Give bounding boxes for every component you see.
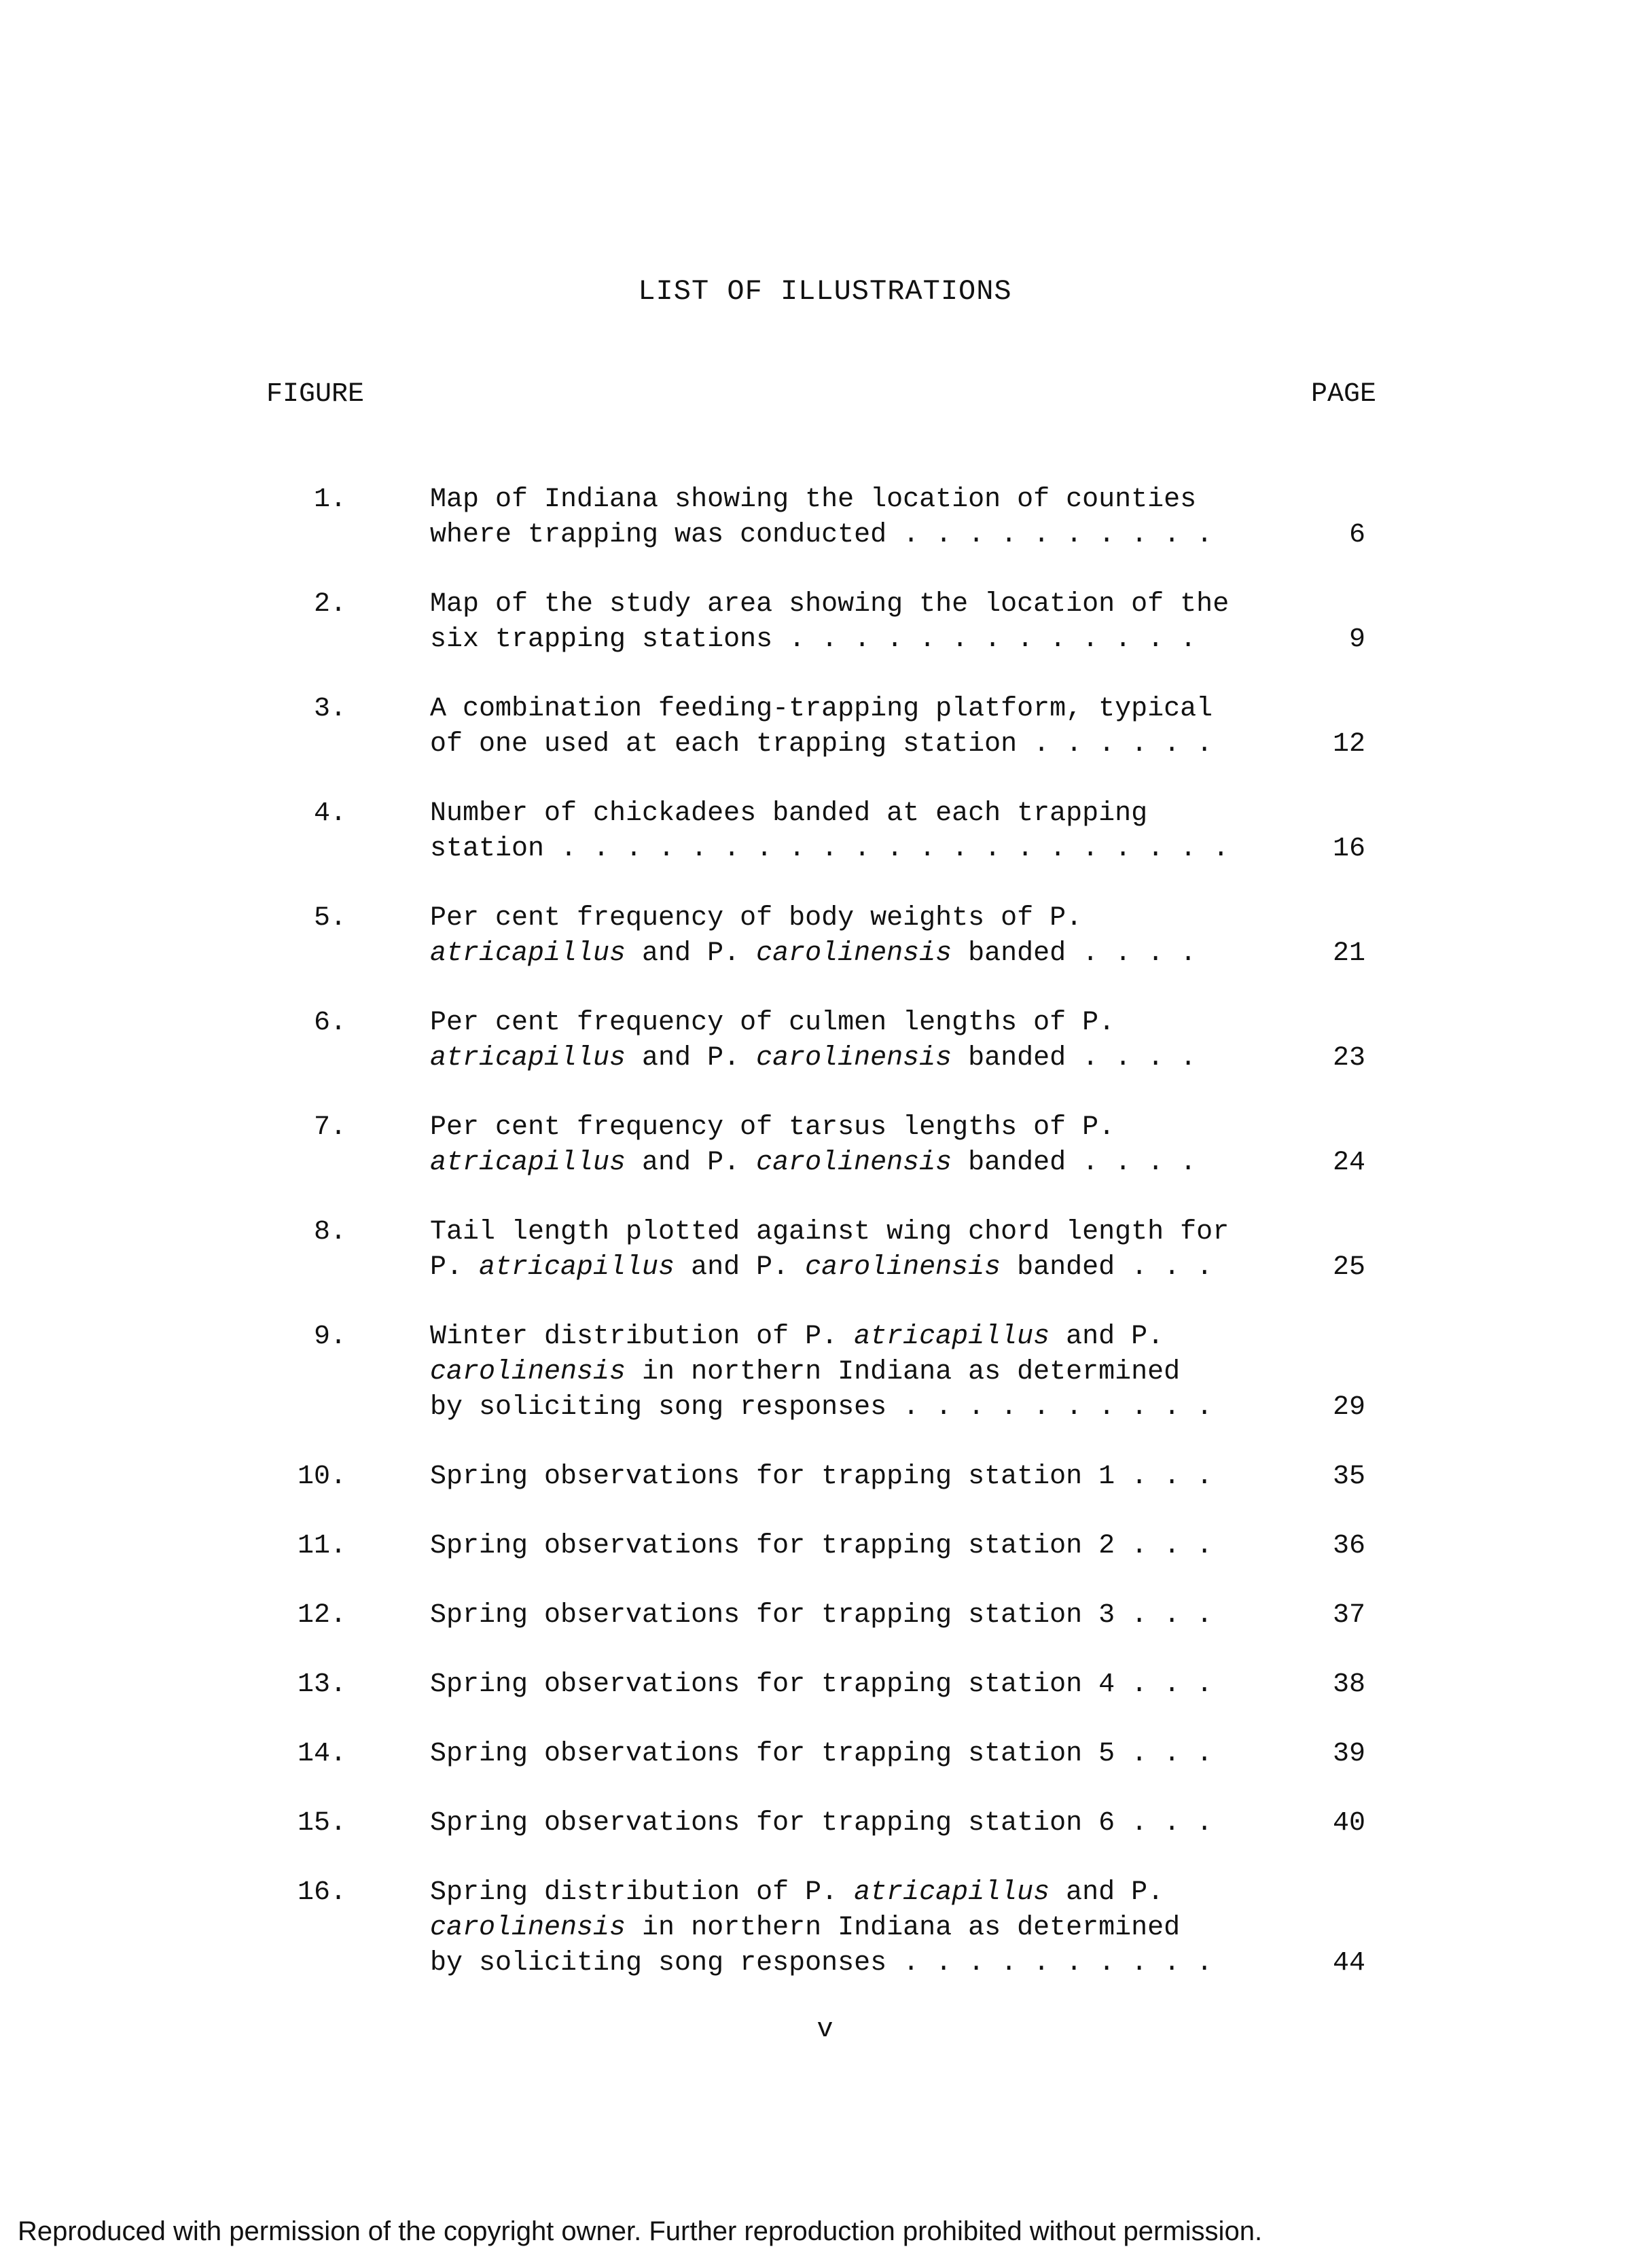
figure-number: 2. [313, 589, 346, 620]
figure-number: 9. [313, 1322, 346, 1352]
page-reference: 44 [1332, 1948, 1365, 1979]
figure-number: 7. [313, 1112, 346, 1143]
description-line: Per cent frequency of tarsus lengths of P. [430, 1112, 1115, 1143]
figure-number: 12. [297, 1600, 346, 1631]
description-line: Spring observations for trapping station 3 . . . [430, 1600, 1213, 1631]
page-reference: 29 [1332, 1392, 1365, 1423]
figure-description [430, 1598, 1266, 1633]
page-reference: 35 [1332, 1461, 1365, 1492]
page-reference: 37 [1332, 1600, 1365, 1631]
description-line: Spring observations for trapping station 5 . . . [430, 1739, 1213, 1769]
description-line: A combination feeding-trapping platform, typical [430, 694, 1213, 724]
figure-number: 11. [297, 1531, 346, 1561]
description-line: Map of Indiana showing the location of counties [430, 484, 1197, 515]
figure-number: 14. [297, 1739, 346, 1769]
copyright-footer: Reproduced with permission of the copyright owner. Further reproduction prohibited without permission. [18, 2216, 1263, 2246]
figure-description [430, 796, 1266, 867]
figure-description [430, 1459, 1266, 1495]
page-reference: 39 [1332, 1739, 1365, 1769]
figure-description [430, 692, 1266, 762]
figure-description [430, 1110, 1266, 1181]
description-line: Map of the study area showing the location of the [430, 589, 1230, 620]
description-line: by soliciting song responses . . . . . . . . . . [430, 1948, 1213, 1979]
list-item [0, 1459, 1650, 1495]
figure-number: 13. [297, 1669, 346, 1700]
list-item [0, 1006, 1650, 1076]
figure-description [430, 1806, 1266, 1841]
page-reference: 40 [1332, 1808, 1365, 1839]
description-line: Per cent frequency of culmen lengths of P. [430, 1008, 1115, 1038]
figure-number: 16. [297, 1877, 346, 1908]
list-item [0, 796, 1650, 867]
figure-number: 10. [297, 1461, 346, 1492]
figure-description [430, 1006, 1266, 1076]
list-item [0, 1598, 1650, 1633]
figure-description [430, 587, 1266, 658]
figure-description [430, 1529, 1266, 1564]
list-item [0, 482, 1650, 553]
list-item [0, 1110, 1650, 1181]
figure-description [430, 1875, 1266, 1981]
figure-description [430, 1737, 1266, 1772]
figure-description [430, 1215, 1266, 1286]
page-reference: 6 [1348, 520, 1365, 550]
description-line: station . . . . . . . . . . . . . . . . . . . . . [430, 834, 1230, 864]
page-reference: 36 [1332, 1531, 1365, 1561]
list-item [0, 1806, 1650, 1841]
description-line: Spring observations for trapping station 6 . . . [430, 1808, 1213, 1839]
figure-number: 1. [313, 484, 346, 515]
description-line: Per cent frequency of body weights of P. [430, 903, 1083, 934]
description-line: by soliciting song responses . . . . . . . . . . [430, 1392, 1213, 1423]
page-reference: 12 [1332, 729, 1365, 760]
figure-number: 5. [313, 903, 346, 934]
page-reference: 23 [1332, 1043, 1365, 1074]
description-line: P. atricapillus and P. carolinensis banded . . . [430, 1252, 1213, 1283]
description-line: carolinensis in northern Indiana as determined [430, 1357, 1181, 1387]
figure-description [430, 1319, 1266, 1425]
description-line: Number of chickadees banded at each trapping [430, 798, 1148, 829]
description-line: Winter distribution of P. atricapillus and P. [430, 1322, 1164, 1352]
page-reference: 21 [1332, 938, 1365, 969]
description-line: Spring observations for trapping station 1 . . . [430, 1461, 1213, 1492]
figure-number: 6. [313, 1008, 346, 1038]
page-number: v [817, 2015, 833, 2045]
description-line: Spring observations for trapping station 2 . . . [430, 1531, 1213, 1561]
figure-description [430, 901, 1266, 972]
description-line: where trapping was conducted . . . . . . . . . . [430, 520, 1213, 550]
page-reference: 38 [1332, 1669, 1365, 1700]
figure-description [430, 1667, 1266, 1703]
description-line: atricapillus and P. carolinensis banded . . . . [430, 1148, 1197, 1178]
list-item [0, 901, 1650, 972]
page-reference: 16 [1332, 834, 1365, 864]
list-item [0, 692, 1650, 762]
description-line: Spring distribution of P. atricapillus and P. [430, 1877, 1164, 1908]
list-item [0, 1875, 1650, 1981]
list-item [0, 1215, 1650, 1286]
figure-column-header: FIGURE [266, 379, 365, 410]
page-column-header: PAGE [1311, 379, 1377, 410]
illustrations-list [0, 482, 1650, 2015]
description-line: Spring observations for trapping station 4 . . . [430, 1669, 1213, 1700]
list-item [0, 1319, 1650, 1425]
list-item [0, 1737, 1650, 1772]
description-line: six trapping stations . . . . . . . . . . . . . [430, 624, 1197, 655]
page-reference: 9 [1348, 624, 1365, 655]
description-line: atricapillus and P. carolinensis banded . . . . [430, 938, 1197, 969]
list-item [0, 1667, 1650, 1703]
page-reference: 24 [1332, 1148, 1365, 1178]
list-item [0, 587, 1650, 658]
list-item [0, 1529, 1650, 1564]
page-title: LIST OF ILLUSTRATIONS [638, 275, 1012, 308]
figure-number: 3. [313, 694, 346, 724]
description-line: of one used at each trapping station . . . . . . [430, 729, 1213, 760]
figure-number: 8. [313, 1217, 346, 1247]
figure-number: 15. [297, 1808, 346, 1839]
description-line: Tail length plotted against wing chord length for [430, 1217, 1230, 1247]
figure-number: 4. [313, 798, 346, 829]
description-line: carolinensis in northern Indiana as determined [430, 1913, 1181, 1943]
figure-description [430, 482, 1266, 553]
description-line: atricapillus and P. carolinensis banded . . . . [430, 1043, 1197, 1074]
page-reference: 25 [1332, 1252, 1365, 1283]
